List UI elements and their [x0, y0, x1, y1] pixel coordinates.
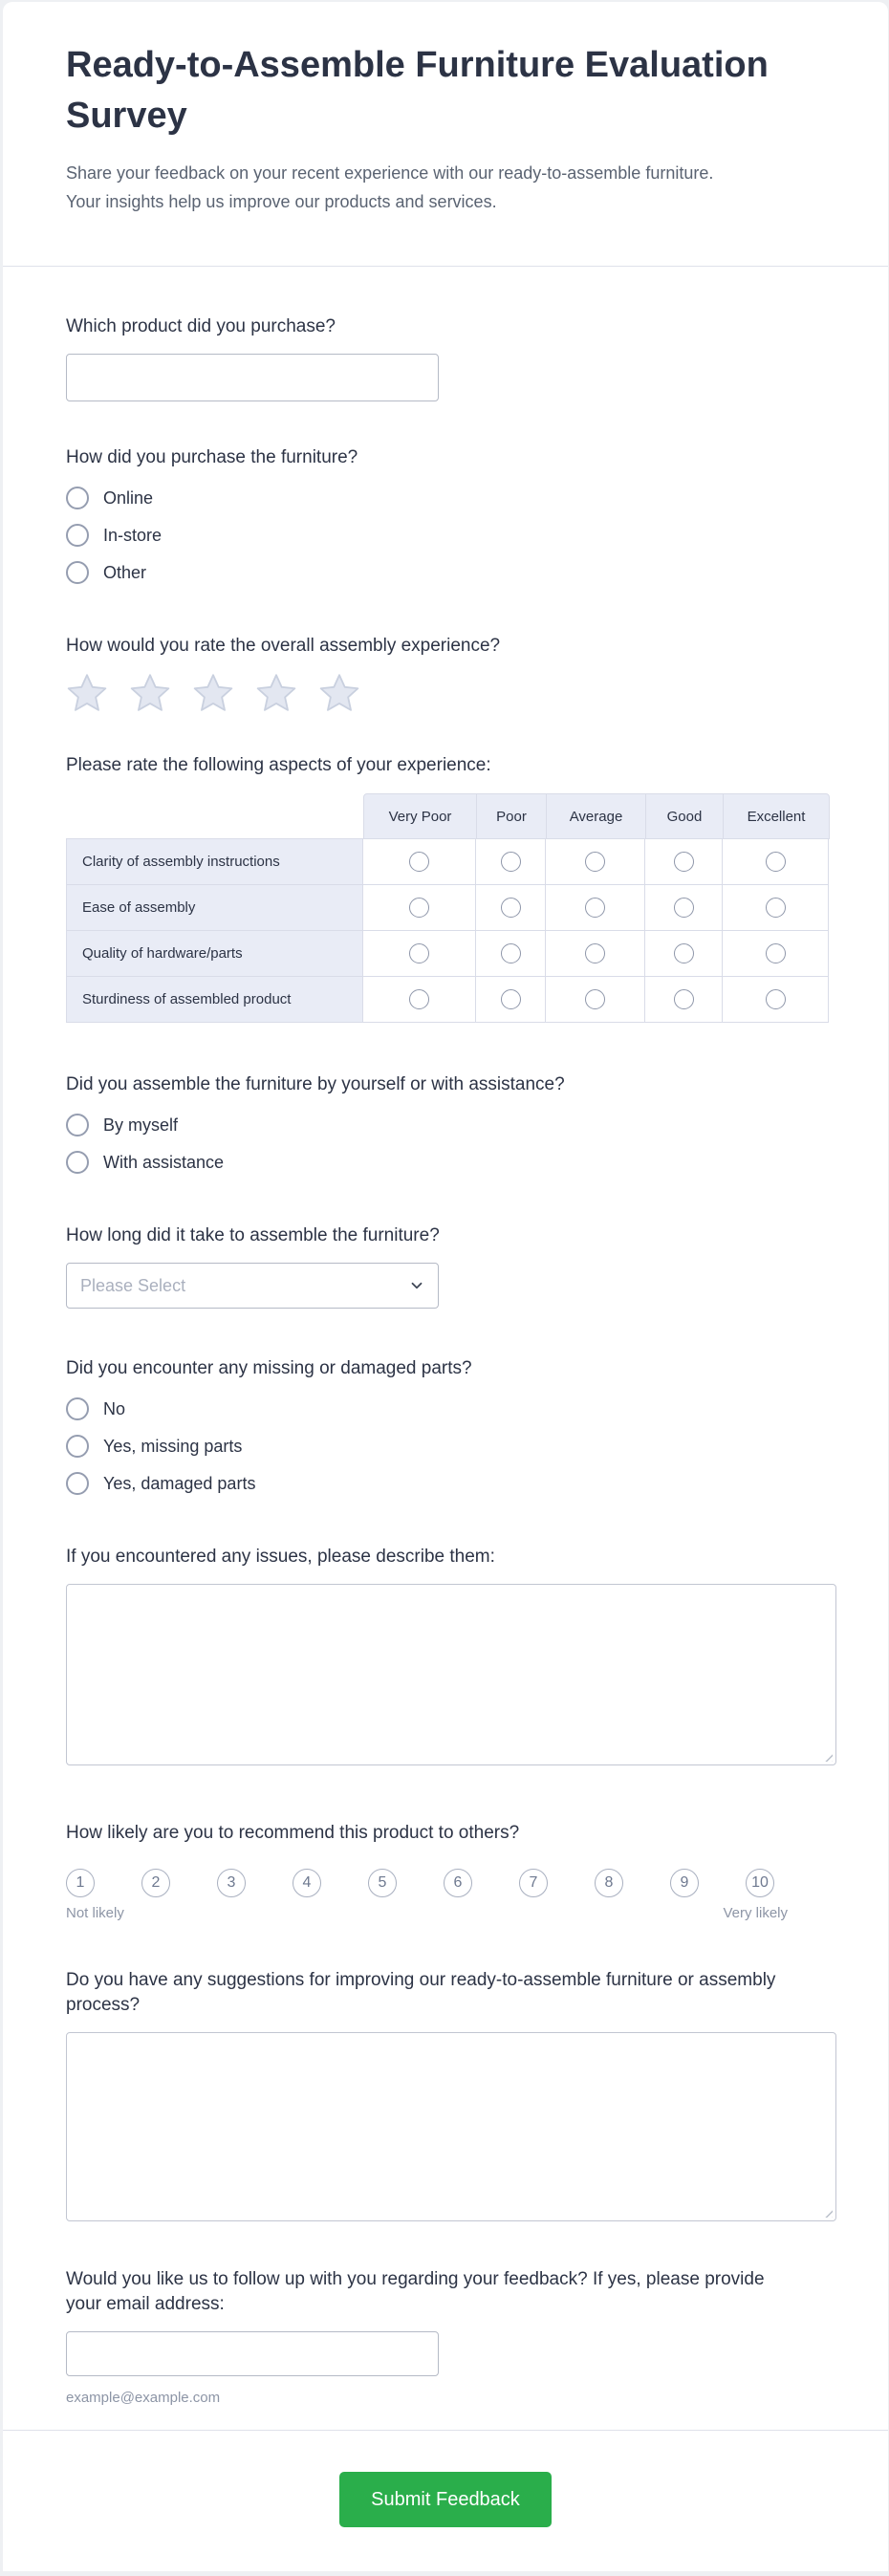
question-label: Which product did you purchase? [66, 316, 336, 336]
radio-icon[interactable] [674, 989, 694, 1009]
matrix-corner-cell [66, 793, 363, 839]
radio-option-online[interactable] [66, 485, 833, 511]
radio-option-label: Yes, damaged parts [103, 1473, 256, 1493]
matrix-radio-cell[interactable] [644, 976, 723, 1023]
matrix-radio-cell[interactable] [362, 930, 476, 977]
duration-select[interactable] [66, 1263, 439, 1309]
survey-form-card [3, 2, 888, 2571]
star-icon[interactable] [129, 673, 171, 713]
matrix-radio-cell[interactable] [475, 976, 546, 1023]
radio-icon[interactable] [66, 561, 89, 584]
scale-end-labels [66, 1905, 788, 1921]
radio-icon[interactable] [501, 898, 521, 918]
radio-icon[interactable] [585, 989, 605, 1009]
submit-button[interactable]: Submit Feedback [339, 2472, 552, 2527]
question-duration [66, 1223, 833, 1309]
radio-icon[interactable] [66, 1397, 89, 1420]
matrix-column-header: Very Poor [363, 793, 477, 839]
matrix-radio-cell[interactable] [545, 884, 645, 931]
question-label: How would you rate the overall assembly experience? [66, 636, 501, 656]
radio-icon[interactable] [766, 898, 786, 918]
matrix-radio-cell[interactable] [722, 884, 829, 931]
matrix-column-header: Poor [476, 793, 547, 839]
question-label: Did you encounter any missing or damaged parts? [66, 1358, 472, 1378]
radio-icon[interactable] [66, 1435, 89, 1458]
radio-option-label: In-store [103, 525, 163, 545]
scale-option-2[interactable]: 2 [141, 1869, 170, 1897]
radio-icon[interactable] [674, 898, 694, 918]
matrix-row-label: Clarity of assembly instructions [66, 838, 363, 885]
matrix-row-label: Sturdiness of assembled product [66, 976, 363, 1023]
scale-max-label: Very likely [723, 1905, 788, 1921]
radio-icon[interactable] [66, 487, 89, 509]
chevron-down-icon [408, 1277, 425, 1294]
question-label: How did you purchase the furniture? [66, 447, 358, 467]
scale-option-10[interactable]: 10 [746, 1869, 774, 1897]
radio-option-other[interactable] [66, 559, 833, 586]
question-aspects-matrix [66, 753, 833, 1023]
question-product [66, 314, 833, 401]
form-header [3, 2, 888, 216]
form-subtitle: Share your feedback on your recent experience with our ready-to-assemble furniture. Your insights help us improve our products and services. [66, 163, 714, 211]
question-label: How long did it take to assemble the furniture? [66, 1225, 440, 1245]
matrix-radio-cell[interactable] [644, 838, 723, 885]
recommend-scale [66, 1869, 833, 1897]
matrix-radio-cell[interactable] [545, 976, 645, 1023]
matrix-radio-cell[interactable] [475, 884, 546, 931]
radio-icon[interactable] [766, 989, 786, 1009]
issues-textarea[interactable] [66, 1584, 836, 1765]
radio-option-label: Other [103, 562, 147, 582]
question-suggestions [66, 1968, 833, 2221]
matrix-radio-cell[interactable] [722, 930, 829, 977]
radio-option-with-assistance[interactable] [66, 1149, 833, 1176]
matrix-radio-cell[interactable] [545, 838, 645, 885]
question-overall-rating [66, 634, 833, 713]
radio-icon[interactable] [66, 1151, 89, 1174]
matrix-radio-cell[interactable] [722, 838, 829, 885]
matrix-row-label: Ease of assembly [66, 884, 363, 931]
radio-option-no[interactable] [66, 1396, 833, 1422]
radio-icon[interactable] [766, 943, 786, 963]
star-icon[interactable] [255, 673, 297, 713]
matrix-row-label: Quality of hardware/parts [66, 930, 363, 977]
question-purchase-method [66, 445, 833, 586]
matrix-radio-cell[interactable] [722, 976, 829, 1023]
product-input[interactable] [66, 354, 439, 401]
question-label: Do you have any suggestions for improving our ready-to-assemble furniture or assembly process? [66, 1970, 776, 2015]
question-parts [66, 1356, 833, 1497]
scale-option-1[interactable]: 1 [66, 1869, 95, 1897]
matrix-row [66, 884, 834, 931]
radio-icon[interactable] [585, 898, 605, 918]
radio-option-damaged-parts[interactable] [66, 1470, 833, 1497]
scale-option-4[interactable]: 4 [293, 1869, 321, 1897]
star-icon[interactable] [318, 673, 360, 713]
radio-option-missing-parts[interactable] [66, 1433, 833, 1460]
scale-option-3[interactable]: 3 [217, 1869, 246, 1897]
radio-icon[interactable] [409, 943, 429, 963]
radio-icon[interactable] [66, 1472, 89, 1495]
matrix-header-row [66, 793, 834, 839]
matrix-radio-cell[interactable] [644, 884, 723, 931]
scale-option-7[interactable]: 7 [519, 1869, 548, 1897]
matrix-radio-cell[interactable] [545, 930, 645, 977]
radio-icon[interactable] [409, 852, 429, 872]
radio-option-label: Yes, missing parts [103, 1436, 243, 1456]
matrix-row [66, 838, 834, 885]
matrix-radio-cell[interactable] [475, 838, 546, 885]
matrix-radio-cell[interactable] [362, 884, 476, 931]
radio-icon[interactable] [585, 852, 605, 872]
form-body [3, 267, 888, 2406]
matrix-radio-cell[interactable] [362, 976, 476, 1023]
radio-icon[interactable] [501, 852, 521, 872]
radio-icon[interactable] [674, 852, 694, 872]
question-label: If you encountered any issues, please describe them: [66, 1547, 495, 1567]
star-rating[interactable] [66, 673, 833, 713]
matrix-column-header: Average [546, 793, 646, 839]
radio-icon[interactable] [674, 943, 694, 963]
matrix-row [66, 930, 834, 977]
matrix-radio-cell[interactable] [475, 930, 546, 977]
radio-icon[interactable] [409, 898, 429, 918]
radio-option-by-myself[interactable] [66, 1112, 833, 1138]
matrix-radio-cell[interactable] [362, 838, 476, 885]
suggestions-textarea[interactable] [66, 2032, 836, 2221]
question-label: Did you assemble the furniture by yourself or with assistance? [66, 1074, 565, 1094]
matrix-row [66, 976, 834, 1023]
star-icon[interactable] [66, 673, 108, 713]
rating-matrix [66, 793, 834, 1023]
page-title: Ready-to-Assemble Furniture Evaluation Survey [66, 45, 769, 136]
scale-option-8[interactable]: 8 [595, 1869, 623, 1897]
scale-option-5[interactable]: 5 [368, 1869, 397, 1897]
scale-option-9[interactable]: 9 [670, 1869, 699, 1897]
scale-min-label: Not likely [66, 1905, 124, 1921]
radio-icon[interactable] [66, 1114, 89, 1136]
question-issues [66, 1545, 833, 1765]
question-assistance [66, 1072, 833, 1176]
radio-option-label: By myself [103, 1115, 179, 1135]
matrix-column-header: Excellent [723, 793, 830, 839]
question-followup [66, 2267, 833, 2406]
star-icon[interactable] [192, 673, 234, 713]
question-label: Would you like us to follow up with you regarding your feedback? If yes, please provide your email address: [66, 2269, 765, 2314]
question-label: How likely are you to recommend this product to others? [66, 1823, 520, 1843]
radio-icon[interactable] [501, 989, 521, 1009]
form-footer [3, 2431, 888, 2576]
radio-option-label: With assistance [103, 1152, 225, 1172]
radio-icon[interactable] [501, 943, 521, 963]
radio-icon[interactable] [585, 943, 605, 963]
radio-option-in-store[interactable] [66, 522, 833, 549]
matrix-column-header: Good [645, 793, 724, 839]
scale-option-6[interactable]: 6 [444, 1869, 472, 1897]
email-field[interactable] [66, 2331, 439, 2376]
question-recommend [66, 1821, 833, 1921]
radio-option-label: No [103, 1398, 126, 1418]
radio-icon[interactable] [766, 852, 786, 872]
radio-option-label: Online [103, 487, 154, 508]
radio-icon[interactable] [66, 524, 89, 547]
matrix-radio-cell[interactable] [644, 930, 723, 977]
question-label: Please rate the following aspects of your experience: [66, 755, 491, 775]
radio-icon[interactable] [409, 989, 429, 1009]
email-helper-text: example@example.com [66, 2390, 221, 2406]
select-placeholder: Please Select [80, 1275, 186, 1295]
